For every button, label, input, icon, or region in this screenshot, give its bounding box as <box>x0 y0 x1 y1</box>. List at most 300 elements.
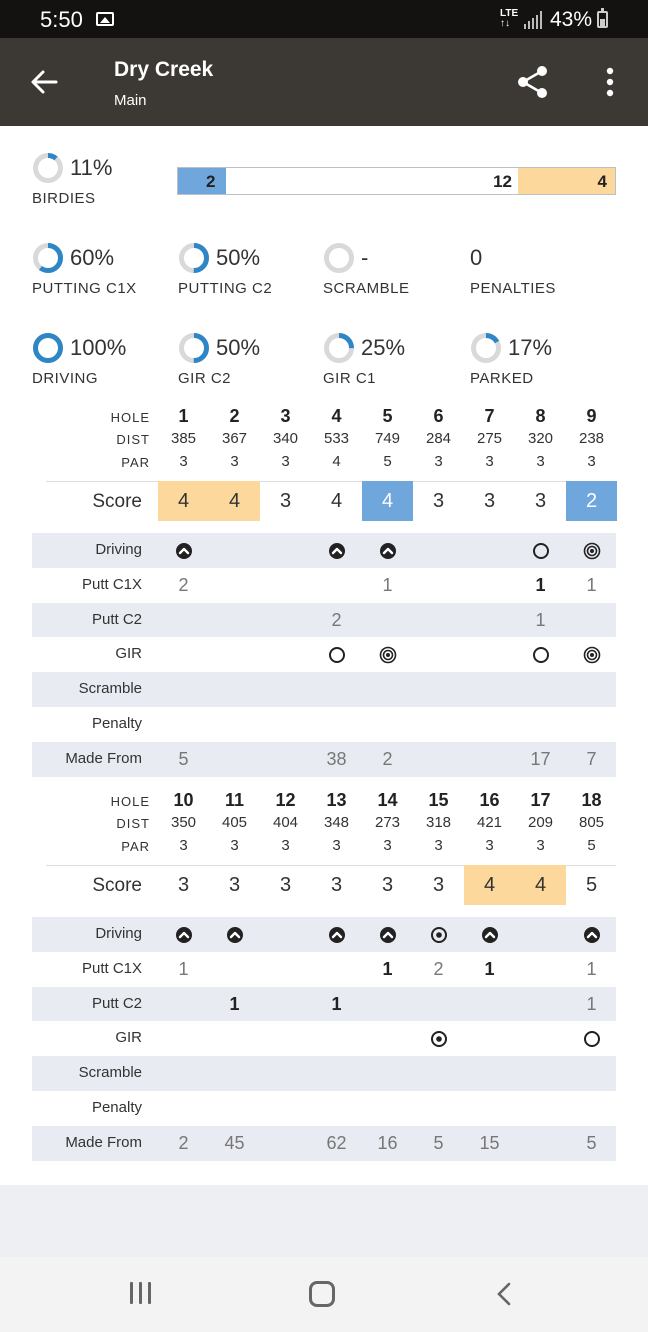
hole-par: 3 <box>332 837 341 854</box>
hole-header-label-dist: DIST <box>116 816 150 831</box>
stat-cell[interactable] <box>260 637 311 672</box>
stat-cell[interactable] <box>158 533 209 568</box>
stat-cell[interactable] <box>362 1021 413 1056</box>
hole-number: 17 <box>530 790 551 810</box>
stat-cell[interactable] <box>464 1021 515 1056</box>
stat-cell[interactable] <box>311 1091 362 1126</box>
row-label: Penalty <box>91 1098 142 1116</box>
row-label: GIR <box>115 645 142 663</box>
stat-cell[interactable] <box>515 707 566 742</box>
hole-number: 4 <box>331 406 342 426</box>
stat-cell[interactable]: 5 <box>178 748 189 769</box>
stat-cell[interactable] <box>566 637 617 672</box>
stat-cell[interactable] <box>515 1091 566 1126</box>
bullseye-icon <box>583 542 601 560</box>
stat-cell[interactable] <box>464 672 515 707</box>
stat-cell[interactable] <box>260 707 311 742</box>
hole-score[interactable]: 3 <box>228 874 241 896</box>
stat-cell[interactable] <box>515 637 566 672</box>
stat-cell[interactable] <box>260 917 311 952</box>
stat-cell[interactable] <box>566 603 617 638</box>
hole-header-label-dist: DIST <box>116 432 150 447</box>
stat-cell[interactable] <box>362 1056 413 1091</box>
nav-back-icon[interactable] <box>495 1281 513 1307</box>
hole-score[interactable]: 3 <box>432 490 445 512</box>
hole-number: 6 <box>433 406 444 426</box>
stat-cell[interactable]: 2 <box>178 574 189 595</box>
status-time: 5:50 <box>40 7 83 32</box>
stat-cell[interactable] <box>413 742 464 777</box>
stat-cell[interactable]: 7 <box>586 748 597 769</box>
hole-distance: 320 <box>527 430 554 447</box>
stat-row-putt-c2 <box>32 987 616 1022</box>
back-nine-header <box>46 790 616 862</box>
stat-cell[interactable] <box>260 603 311 638</box>
hole-distance: 404 <box>272 814 299 831</box>
hole-par: 3 <box>587 453 596 470</box>
chevron-up-circle-icon <box>328 542 346 560</box>
stat-cell[interactable] <box>362 637 413 672</box>
hole-score[interactable]: 4 <box>515 865 566 905</box>
ring-progress <box>36 336 61 361</box>
stat-cell[interactable] <box>566 533 617 568</box>
hole-number: 8 <box>535 406 546 426</box>
battery-icon <box>597 11 608 28</box>
stat-cell[interactable]: 1 <box>586 574 597 595</box>
stat-cell[interactable] <box>362 1091 413 1126</box>
stat-cell[interactable]: 1 <box>229 993 240 1014</box>
hole-score[interactable]: 4 <box>464 865 515 905</box>
hole-par: 3 <box>179 453 188 470</box>
score-label: Score <box>92 875 142 896</box>
stat-value: 50% <box>216 335 261 360</box>
hole-score[interactable]: 5 <box>585 874 598 896</box>
row-label: Scramble <box>78 680 142 698</box>
hole-number: 16 <box>479 790 500 810</box>
chevron-up-circle-icon <box>481 926 499 944</box>
hole-par: 5 <box>587 837 596 854</box>
stat-cell[interactable] <box>260 987 311 1022</box>
hole-score[interactable]: 3 <box>534 490 547 512</box>
stat-cell[interactable] <box>209 742 260 777</box>
stat-row-putt-c1x <box>32 952 616 987</box>
stat-cell[interactable] <box>515 917 566 952</box>
stat-cell[interactable] <box>209 1056 260 1091</box>
more-vert-icon[interactable] <box>598 66 622 98</box>
stat-cell[interactable] <box>209 1021 260 1056</box>
stat-row-scramble <box>32 672 616 707</box>
stat-cell[interactable] <box>362 707 413 742</box>
open-circle-icon <box>532 542 550 560</box>
stat-cell[interactable] <box>311 568 362 603</box>
stat-cell[interactable]: 1 <box>382 958 393 979</box>
stat-cell[interactable] <box>158 917 209 952</box>
hole-score[interactable]: 3 <box>432 874 445 896</box>
stat-cell[interactable] <box>515 952 566 987</box>
stat-cell[interactable] <box>158 1056 209 1091</box>
hole-par: 3 <box>536 453 545 470</box>
stat-cell[interactable] <box>566 1091 617 1126</box>
hole-distance: 367 <box>221 430 248 447</box>
hole-distance: 533 <box>323 430 350 447</box>
row-label: Made From <box>65 749 142 767</box>
hole-number: 5 <box>382 406 393 426</box>
stat-cell[interactable] <box>413 1021 464 1056</box>
birdies-ring-icon <box>32 152 64 184</box>
hole-number: 14 <box>377 790 398 810</box>
stat-cell[interactable] <box>158 987 209 1022</box>
stat-value: 17% <box>508 335 553 360</box>
stat-cell[interactable] <box>260 1056 311 1091</box>
hole-header-label-par: PAR <box>121 455 150 470</box>
stat-cell[interactable] <box>158 672 209 707</box>
stat-cell[interactable] <box>464 987 515 1022</box>
stat-cell[interactable]: 2 <box>178 1132 189 1153</box>
stat-cell[interactable] <box>464 603 515 638</box>
stat-cell[interactable] <box>566 1056 617 1091</box>
hole-par: 3 <box>485 453 494 470</box>
stat-cell[interactable] <box>311 1056 362 1091</box>
scramble-ring-icon <box>323 242 355 274</box>
gir-c1-ring-icon <box>323 332 355 364</box>
hole-number: 12 <box>275 790 296 810</box>
footer-spacer <box>0 1185 648 1257</box>
row-label: GIR <box>115 1029 142 1047</box>
stat-value: 0 <box>470 245 483 270</box>
hole-par: 3 <box>434 453 443 470</box>
stat-label: GIR C2 <box>178 370 232 387</box>
stat-value: - <box>361 245 369 270</box>
stat-cell[interactable] <box>362 987 413 1022</box>
row-label: Penalty <box>91 714 142 732</box>
stat-cell[interactable] <box>209 917 260 952</box>
hole-number: 1 <box>178 406 189 426</box>
stat-row-gir <box>32 637 616 672</box>
stat-cell[interactable] <box>464 1056 515 1091</box>
hole-distance: 348 <box>323 814 350 831</box>
hole-distance: 209 <box>527 814 554 831</box>
stat-row-made-from <box>32 742 616 777</box>
stat-cell[interactable] <box>413 917 464 952</box>
stat-label: PENALTIES <box>470 280 556 297</box>
stat-cell[interactable]: 1 <box>382 574 393 595</box>
stat-cell[interactable] <box>311 533 362 568</box>
stat-cell[interactable]: 5 <box>586 1132 597 1153</box>
gir-c2-ring-icon <box>178 332 210 364</box>
hole-distance: 275 <box>476 430 503 447</box>
ring-track <box>36 156 61 181</box>
hole-distance: 421 <box>476 814 503 831</box>
stat-label: DRIVING <box>32 370 99 387</box>
stat-cell[interactable]: 2 <box>331 609 342 630</box>
front-nine-score-row <box>32 481 616 521</box>
chevron-up-circle-icon <box>379 542 397 560</box>
stat-cell[interactable] <box>158 707 209 742</box>
stat-row-made-from <box>32 1126 616 1161</box>
stat-cell[interactable] <box>515 1056 566 1091</box>
stat-label: PARKED <box>470 370 534 387</box>
chevron-up-circle-icon <box>379 926 397 944</box>
stat-row-penalty <box>32 707 616 742</box>
chevron-up-circle-icon <box>328 926 346 944</box>
putting-c2-ring-icon <box>178 242 210 274</box>
stat-value: 100% <box>70 335 127 360</box>
stat-cell[interactable] <box>311 952 362 987</box>
stat-cell[interactable] <box>362 672 413 707</box>
hole-score[interactable]: 3 <box>330 874 343 896</box>
hole-number: 13 <box>326 790 347 810</box>
gallery-notification-icon <box>96 12 114 26</box>
stat-cell[interactable] <box>566 672 617 707</box>
stat-cell[interactable] <box>158 1021 209 1056</box>
hole-par: 3 <box>434 837 443 854</box>
course-title: Dry Creek <box>114 58 214 81</box>
stat-cell[interactable] <box>464 742 515 777</box>
back-arrow-icon[interactable] <box>28 66 60 98</box>
hole-distance: 749 <box>374 430 401 447</box>
stat-cell[interactable] <box>260 1021 311 1056</box>
stat-cell[interactable] <box>209 637 260 672</box>
driving-ring-icon <box>32 332 64 364</box>
hole-distance: 273 <box>374 814 401 831</box>
stat-value: 11% <box>70 155 113 180</box>
front-nine-header <box>46 406 616 478</box>
stat-cell[interactable]: 5 <box>433 1132 444 1153</box>
stat-cell[interactable]: 45 <box>224 1132 245 1153</box>
system-nav-bar <box>0 1257 648 1332</box>
stat-row-putt-c2 <box>32 603 616 638</box>
stat-cell[interactable] <box>515 1021 566 1056</box>
hole-par: 3 <box>179 837 188 854</box>
hole-number: 3 <box>280 406 291 426</box>
stat-label: PUTTING C2 <box>178 280 273 297</box>
stat-cell[interactable]: 1 <box>535 609 546 630</box>
stat-cell[interactable] <box>209 707 260 742</box>
stat-cell[interactable] <box>311 672 362 707</box>
hole-score[interactable]: 4 <box>209 481 260 521</box>
hole-score[interactable]: 3 <box>177 874 190 896</box>
chevron-up-circle-icon <box>583 926 601 944</box>
stat-cell[interactable] <box>311 637 362 672</box>
hole-par: 3 <box>230 453 239 470</box>
stat-cell[interactable] <box>515 672 566 707</box>
score-distribution-bar <box>177 167 616 195</box>
putting-c1x-ring-icon <box>32 242 64 274</box>
stat-cell[interactable]: 62 <box>326 1132 347 1153</box>
stat-label: SCRAMBLE <box>323 280 410 297</box>
stat-cell[interactable] <box>158 637 209 672</box>
row-label: Scramble <box>78 1064 142 1082</box>
stat-cell[interactable] <box>413 637 464 672</box>
hole-par: 3 <box>230 837 239 854</box>
hole-score[interactable]: 2 <box>566 481 617 521</box>
stat-cell[interactable]: 1 <box>331 993 342 1014</box>
back-nine-score-row <box>32 865 616 905</box>
hole-par: 3 <box>536 837 545 854</box>
stat-cell[interactable] <box>413 1056 464 1091</box>
stat-row-scramble <box>32 1056 616 1091</box>
target-dot-icon <box>430 926 448 944</box>
stat-value: 50% <box>216 245 261 270</box>
hole-distance: 238 <box>578 430 605 447</box>
stat-cell[interactable] <box>260 952 311 987</box>
stat-cell[interactable] <box>260 742 311 777</box>
stat-cell[interactable] <box>413 707 464 742</box>
hole-distance: 805 <box>578 814 605 831</box>
battery-percent: 43% <box>550 8 593 31</box>
stat-cell[interactable] <box>464 637 515 672</box>
hole-score[interactable]: 3 <box>279 490 292 512</box>
home-icon[interactable] <box>309 1281 335 1307</box>
stat-cell[interactable] <box>260 568 311 603</box>
hole-distance: 284 <box>425 430 452 447</box>
chevron-up-circle-icon <box>175 542 193 560</box>
stat-cell[interactable]: 17 <box>530 748 551 769</box>
hole-header-label-hole: HOLE <box>110 410 150 425</box>
stat-cell[interactable] <box>209 1091 260 1126</box>
stat-cell[interactable]: 2 <box>433 958 444 979</box>
hole-par: 3 <box>281 837 290 854</box>
recents-icon[interactable] <box>130 1282 154 1304</box>
stat-cell[interactable] <box>209 672 260 707</box>
stat-cell[interactable] <box>311 917 362 952</box>
hole-distance: 385 <box>170 430 197 447</box>
stat-cell[interactable] <box>464 707 515 742</box>
hole-number: 11 <box>224 790 245 810</box>
stat-row-driving <box>32 917 616 952</box>
hole-number: 9 <box>586 406 597 426</box>
stat-cell[interactable] <box>362 603 413 638</box>
stat-cell[interactable]: 16 <box>377 1132 398 1153</box>
stat-cell[interactable]: 1 <box>535 574 546 595</box>
stat-cell[interactable]: 1 <box>178 958 189 979</box>
stat-cell[interactable] <box>464 533 515 568</box>
stat-cell[interactable] <box>311 1021 362 1056</box>
stat-cell[interactable]: 1 <box>586 993 597 1014</box>
share-icon[interactable] <box>516 64 550 100</box>
stat-cell[interactable] <box>158 1091 209 1126</box>
hole-score[interactable]: 4 <box>158 481 209 521</box>
stat-cell[interactable] <box>464 1091 515 1126</box>
open-circle-icon <box>532 646 550 664</box>
stat-cell[interactable] <box>566 1021 617 1056</box>
stat-cell[interactable] <box>260 1126 311 1161</box>
stat-cell[interactable] <box>362 533 413 568</box>
hole-number: 7 <box>484 406 495 426</box>
hole-header-label-hole: HOLE <box>110 794 150 809</box>
chevron-up-circle-icon <box>226 926 244 944</box>
stat-cell[interactable] <box>566 917 617 952</box>
hole-par: 3 <box>281 453 290 470</box>
row-label: Driving <box>95 925 142 942</box>
stat-cell[interactable] <box>260 1091 311 1126</box>
stat-cell[interactable] <box>209 568 260 603</box>
hole-score[interactable]: 3 <box>381 874 394 896</box>
hole-distance: 350 <box>170 814 197 831</box>
stat-cell[interactable] <box>413 672 464 707</box>
stat-row-putt-c1x <box>32 568 616 603</box>
stat-cell[interactable] <box>515 1126 566 1161</box>
open-circle-icon <box>328 646 346 664</box>
hole-par: 5 <box>383 453 392 470</box>
stat-cell[interactable] <box>515 533 566 568</box>
row-label: Putt C2 <box>91 994 142 1012</box>
stat-cell[interactable] <box>413 568 464 603</box>
stat-cell[interactable] <box>566 707 617 742</box>
hole-par: 4 <box>332 453 341 470</box>
stat-cell[interactable] <box>464 568 515 603</box>
stat-cell[interactable] <box>260 672 311 707</box>
stat-cell[interactable]: 38 <box>326 748 347 769</box>
stat-cell[interactable] <box>209 952 260 987</box>
bogey-segment: 4 <box>518 168 615 194</box>
parked-ring-icon <box>470 332 502 364</box>
stat-label: GIR C1 <box>323 370 377 387</box>
stat-cell[interactable] <box>413 603 464 638</box>
app-bar <box>0 38 648 126</box>
stat-label: PUTTING C1X <box>32 280 137 297</box>
signal-icon <box>524 11 542 29</box>
score-label: Score <box>92 491 142 512</box>
hole-distance: 405 <box>221 814 248 831</box>
stat-cell[interactable]: 2 <box>382 748 393 769</box>
stat-cell[interactable] <box>464 917 515 952</box>
stat-cell[interactable]: 1 <box>484 958 495 979</box>
chevron-up-circle-icon <box>175 926 193 944</box>
hole-score[interactable]: 4 <box>362 481 413 521</box>
hole-score[interactable]: 3 <box>483 490 496 512</box>
row-label: Putt C1X <box>81 959 142 977</box>
hole-score[interactable]: 3 <box>279 874 292 896</box>
stat-label: BIRDIES <box>32 190 96 207</box>
stat-row-driving <box>32 533 616 568</box>
hole-number: 15 <box>428 790 449 810</box>
hole-number: 18 <box>581 790 602 810</box>
stat-row-penalty <box>32 1091 616 1126</box>
stat-cell[interactable] <box>209 603 260 638</box>
stat-cell[interactable] <box>158 603 209 638</box>
hole-par: 3 <box>383 837 392 854</box>
bullseye-icon <box>379 646 397 664</box>
hole-distance: 340 <box>272 430 299 447</box>
stat-cell[interactable]: 15 <box>479 1132 500 1153</box>
stat-cell[interactable] <box>515 987 566 1022</box>
stat-cell[interactable] <box>209 533 260 568</box>
layout-subtitle: Main <box>114 92 147 109</box>
hole-par: 3 <box>485 837 494 854</box>
stat-cell[interactable]: 1 <box>586 958 597 979</box>
hole-score[interactable]: 4 <box>330 490 343 512</box>
open-circle-icon <box>583 1030 601 1048</box>
bullseye-icon <box>583 646 601 664</box>
birdie-segment: 2 <box>178 168 226 194</box>
network-type: LTE ↑↓ <box>500 8 519 29</box>
row-label: Driving <box>95 541 142 558</box>
target-dot-icon <box>430 1030 448 1048</box>
stat-cell[interactable] <box>413 987 464 1022</box>
stat-cell[interactable] <box>311 707 362 742</box>
stat-cell[interactable] <box>260 533 311 568</box>
stat-row-gir <box>32 1021 616 1056</box>
back-nine-stats-table <box>32 917 616 1161</box>
stat-cell[interactable] <box>362 917 413 952</box>
stat-value: 60% <box>70 245 115 270</box>
hole-number: 2 <box>229 406 240 426</box>
stat-value: 25% <box>361 335 406 360</box>
stat-cell[interactable] <box>413 1091 464 1126</box>
ring-track <box>327 246 352 271</box>
stat-cell[interactable] <box>413 533 464 568</box>
